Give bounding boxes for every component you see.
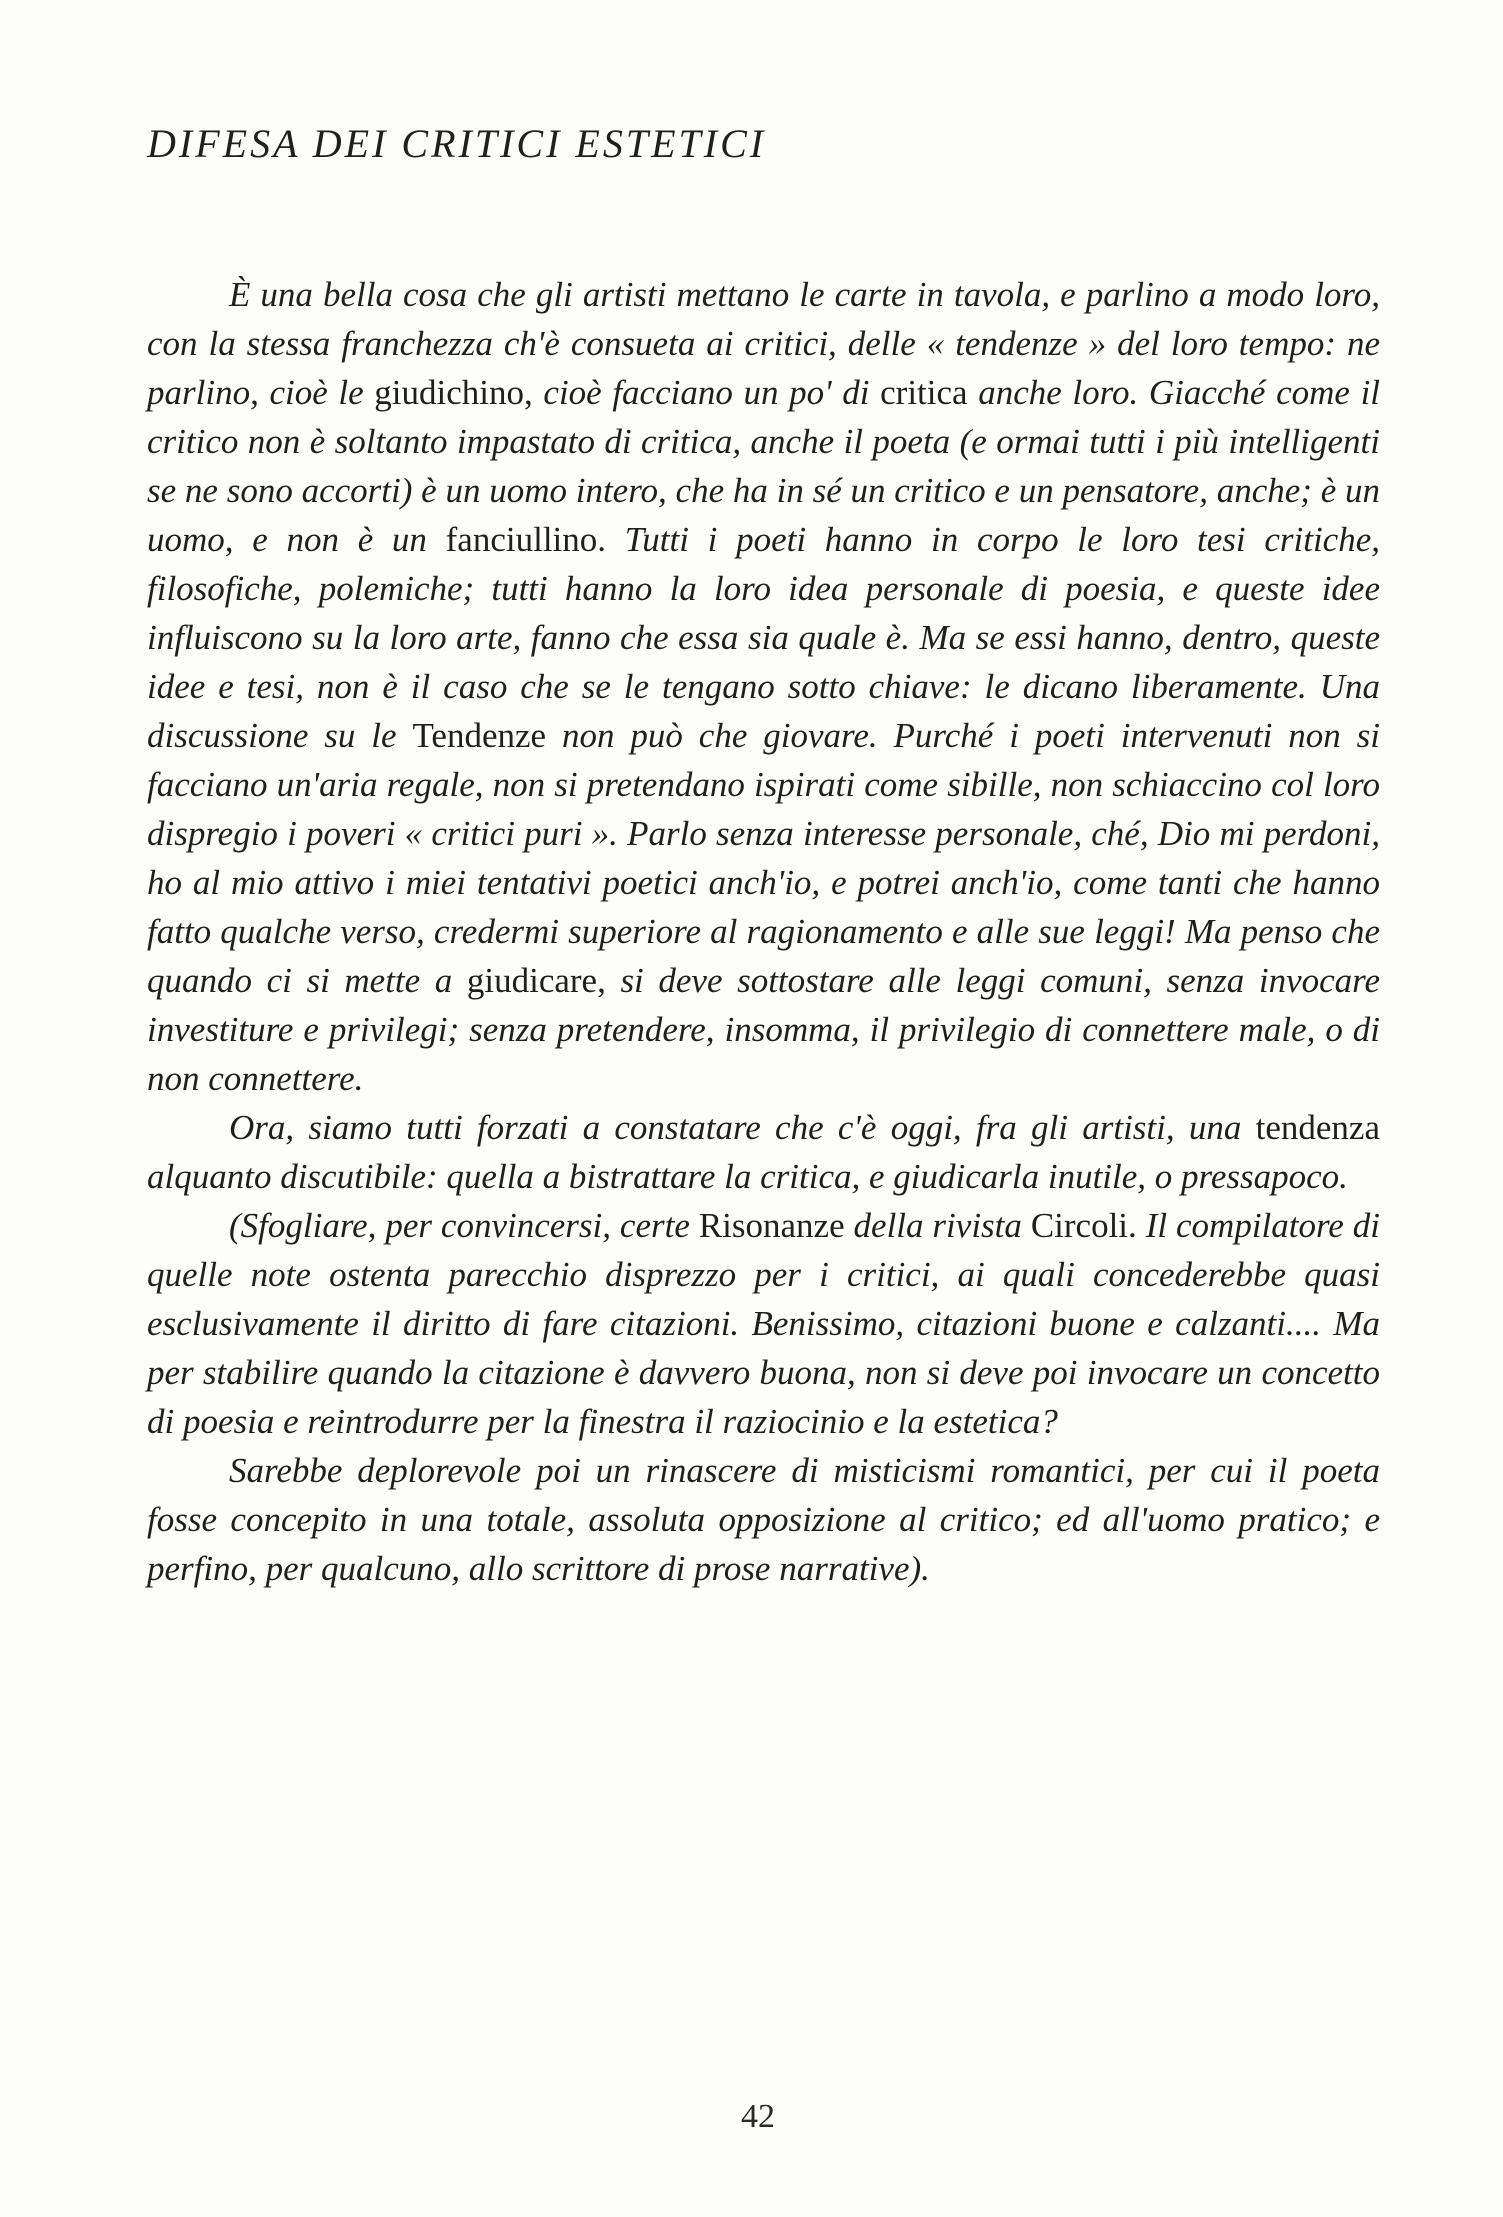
roman-text-run: Circoli.: [1030, 1206, 1146, 1245]
roman-text-run: Risonanze: [698, 1206, 854, 1245]
roman-text-run: giudicare,: [466, 961, 621, 1000]
italic-text-run: Sarebbe deplorevole poi un rinascere di misticismi romantici, per cui il poeta fosse concepito in una totale, assoluta opposizione al critico; ed all'uomo pratico; e perfino, per qualcuno, allo scrittore di prose narrative).: [147, 1451, 1380, 1588]
italic-text-run: (Sfogliare, per convincersi, certe: [229, 1206, 699, 1245]
body-text: [147, 270, 1380, 1593]
italic-text-run: non può che giovare. Purché i poeti intervenuti non si facciano un'aria regale, non si pretendano ispirati come sibille, non schiaccino col loro dispregio i poveri « critici puri ». Parlo senza interesse personale, ché, Dio mi perdoni, ho al mio attivo i miei tentativi poetici anch'io, e potrei anch'io, come tanti che hanno fatto qualche verso, credermi superiore al ragionamento e alle sue leggi! Ma penso che quando ci si mette a: [147, 716, 1380, 1000]
roman-text-run: critica: [880, 373, 979, 412]
italic-text-run: Ora, siamo tutti forzati a constatare che c'è oggi, fra gli artisti, una: [229, 1108, 1256, 1147]
italic-text-run: anche loro. Giacché come il critico non è soltanto impastato di critica, anche il poeta (e ormai tutti i più intelligenti se ne sono accorti) è un uomo intero, che ha in sé un critico e un pensatore, anche; è un uomo, e non è un: [147, 373, 1381, 559]
italic-text-run: della rivista: [853, 1206, 1031, 1245]
italic-text-run: Tutti i poeti hanno in corpo le loro tesi critiche, filosofiche, polemiche; tutti hanno la loro idea personale di poesia, e queste idee influiscono su la loro arte, fanno che essa sia quale è. Ma se essi hanno, dentro, queste idee e tesi, non è il caso che se le tengano sotto chiave: le dicano liberamente. Una discussione su le: [147, 520, 1380, 755]
italic-text-run: Il compilatore di quelle note ostenta parecchio disprezzo per i critici, ai quali concederebbe quasi esclusivamente il diritto di fare citazioni. Benissimo, citazioni buone e calzanti.... Ma per stabilire quando la citazione è davvero buona, non si deve poi invocare un concetto di poesia e reintrodurre per la finestra il raziocinio e la estetica?: [147, 1206, 1380, 1441]
roman-text-run: giudichino,: [374, 373, 544, 412]
page-number: 42: [741, 2098, 775, 2135]
italic-text-run: cioè facciano un po' di: [543, 373, 881, 412]
roman-text-run: fanciullino.: [445, 520, 625, 559]
running-header-title: DIFESA DEI CRITICI ESTETICI: [147, 121, 767, 166]
roman-text-run: tendenza: [1255, 1108, 1380, 1147]
italic-text-run: si deve sottostare alle leggi comuni, senza invocare investiture e privilegi; senza pretendere, insomma, il privilegio di connettere male, o di non connettere.: [147, 961, 1380, 1098]
paragraph: [147, 1446, 1380, 1593]
italic-text-run: alquanto discutibile: quella a bistrattare la critica, e giudicarla inutile, o pressapoco.: [147, 1157, 1348, 1196]
paragraph: [147, 1201, 1380, 1446]
paragraph: [147, 270, 1380, 1103]
roman-text-run: Tendenze: [412, 716, 562, 755]
italic-text-run: È una bella cosa che gli artisti mettano le carte in tavola, e parlino a modo loro, con la stessa franchezza ch'è consueta ai critici, delle « tendenze » del loro tempo: ne parlino, cioè le: [147, 275, 1380, 412]
paragraph: [147, 1103, 1380, 1201]
